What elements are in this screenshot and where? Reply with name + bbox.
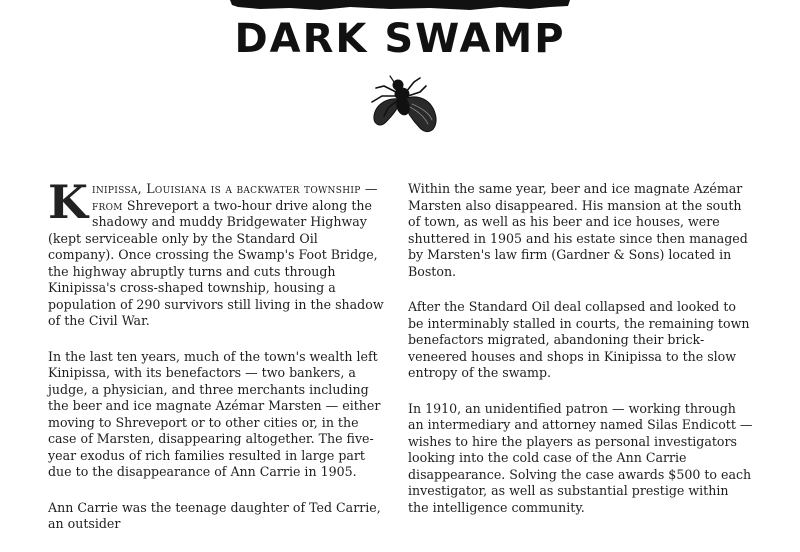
paragraph-exodus: In the last ten years, much of the town's wealth left Kinipissa, with its benefactors — two bankers, a judge, a physician, and three merchants including the beer and ice magnate Azémar Marsten — either moving to Shreveport or to other cities or, in the case of Marsten, disappearing altogether. The five-year exodus of rich families resulted in large part due to the disappearance of Ann Carrie in 1905. — [48, 348, 381, 479]
page-title: DARK SWAMP — [234, 16, 566, 62]
paragraph-intro — [48, 175, 386, 330]
left-column — [48, 175, 386, 552]
drop-cap: K — [48, 175, 88, 229]
intro-smallcaps: inipissa, Louisiana is a backwater township — from — [91, 181, 378, 213]
paragraph-ann-carrie: Ann Carrie was the teenage daughter of Ted Carrie, an outsider — [48, 499, 381, 531]
paragraph-patron: In 1910, an unidentified patron — working through an intermediary and attorney named Silas Endicott — wishes to hire the players as personal investigators looking into the cold case of the Ann Carrie disappearance. Solving the case awards $500 to each investigator, as well as substantial prestige within the intelligence community. — [408, 400, 753, 515]
brush-stroke-banner — [230, 0, 570, 10]
intro-text: Shreveport a two-hour drive along the shadowy and muddy Bridgewater Highway (kept serviceable only by the Standard Oil company). Once crossing the Swamp's Foot Bridge, the highway abruptly turns and cuts through Kinipissa's cross-shaped township, housing a population of 290 survivors still living in the shadow of the Civil War. — [48, 197, 384, 328]
fly-icon — [362, 70, 442, 150]
paragraph-marsten: Within the same year, beer and ice magnate Azémar Marsten also disappeared. His mansion at the south of town, as well as his beer and ice houses, were shuttered in 1905 and his estate since then managed by Marsten's law firm (Gardner & Sons) located in Boston. — [408, 181, 748, 279]
right-column — [408, 181, 753, 535]
paragraph-standard-oil: After the Standard Oil deal collapsed and looked to be interminably stalled in courts, the remaining town benefactors migrated, abandoning their brick-veneered houses and shops in Kinipissa to the slow entropy of the swamp. — [408, 299, 750, 380]
